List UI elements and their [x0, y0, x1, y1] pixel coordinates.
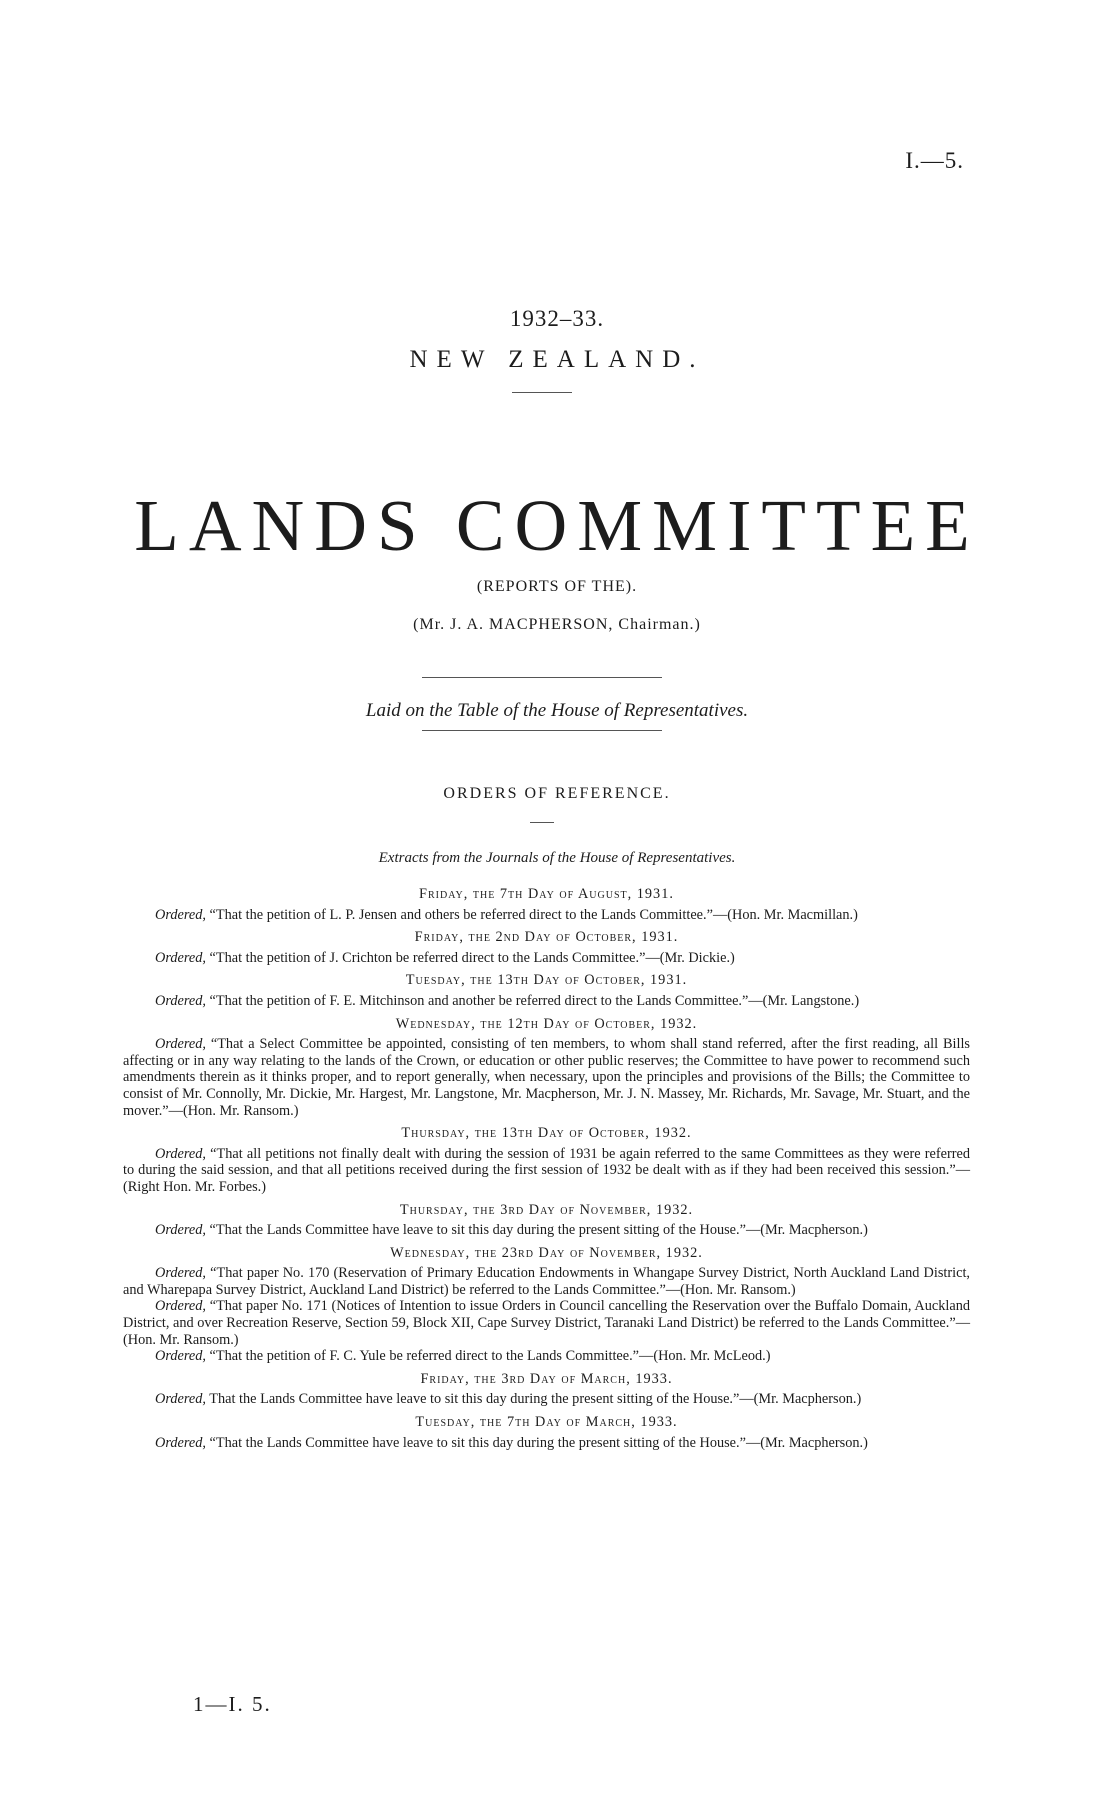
ordered-label: Ordered, [155, 1348, 206, 1365]
order-text: “That the petition of J. Crichton be referred direct to the Lands Committee.”—(Mr. Dickie.) [205, 949, 735, 966]
order-paragraph [123, 1391, 970, 1408]
short-divider [512, 392, 572, 393]
order-text: “That paper No. 171 (Notices of Intention to issue Orders in Council cancelling the Reservation over the Buffalo Domain, Auckland District, and over Recreation Reserve, Section 59, Block XII, Cape Survey District, Taranaki Land District) be referred to the Lands Committee.”—(Hon. Mr. Ransom.) [123, 1298, 970, 1348]
chairman-line: (Mr. J. A. MACPHERSON, Chairman.) [413, 616, 701, 633]
order-paragraph [123, 950, 970, 967]
order-text: “That paper No. 170 (Reservation of Primary Education Endowments in Whangape Survey District, North Auckland Land District, and Wharepapa Survey District, Auckland Land District) be referred to the Lands Committee.”—(Hon. Mr. Ransom.) [123, 1265, 970, 1298]
ordered-label: Ordered, [155, 1036, 206, 1053]
order-text: “That the petition of L. P. Jensen and others be referred direct to the Lands Committee.”—(Hon. Mr. Macmillan.) [205, 906, 858, 923]
order-paragraph [123, 1265, 970, 1298]
entry-date: Friday, the 7th Day of August, 1931. [419, 886, 674, 902]
divider-upper [422, 677, 662, 678]
order-text: “That the petition of F. C. Yule be referred direct to the Lands Committee.”—(Hon. Mr. McLeod.) [205, 1348, 771, 1365]
entry-date: Thursday, the 13th Day of October, 1932. [401, 1125, 692, 1142]
divider-lower [422, 730, 662, 731]
order-text: “That the Lands Committee have leave to sit this day during the present sitting of the House.”—(Mr. Macpherson.) [205, 1222, 868, 1239]
ordered-label: Ordered, [155, 1434, 206, 1451]
entry-date: Tuesday, the 13th Day of October, 1931. [405, 972, 688, 989]
journal-entries [123, 880, 970, 1451]
ordered-label: Ordered, [155, 949, 206, 966]
order-paragraph [123, 1298, 970, 1348]
entry-date: Friday, the 2nd Day of October, 1931. [414, 929, 679, 946]
document-title: LANDS COMMITTEE [134, 485, 980, 566]
ordered-label: Ordered, [155, 1222, 206, 1239]
entry-date: Tuesday, the 7th Day of March, 1933. [415, 1414, 678, 1431]
orders-of-reference-heading: ORDERS OF REFERENCE. [443, 785, 671, 802]
country-heading: NEW ZEALAND. [409, 346, 705, 373]
ordered-label: Ordered, [155, 1391, 206, 1408]
laid-on-table-line: Laid on the Table of the House of Representatives. [365, 700, 749, 721]
ordered-label: Ordered, [155, 1298, 206, 1315]
footer-page-code: 1—I. 5. [193, 1692, 272, 1716]
order-paragraph [123, 1222, 970, 1239]
entry-date: Wednesday, the 23rd Day of November, 1932. [390, 1244, 703, 1261]
order-text: “That the Lands Committee have leave to sit this day during the present sitting of the House.”—(Mr. Macpherson.) [205, 1434, 868, 1451]
entry-date: Friday, the 3rd Day of March, 1933. [420, 1370, 673, 1387]
order-paragraph [123, 1435, 970, 1452]
order-paragraph [123, 1146, 970, 1196]
order-paragraph [123, 993, 970, 1010]
document-subtitle: (REPORTS OF THE). [476, 578, 638, 595]
order-paragraph [123, 1036, 970, 1119]
order-text: “That a Select Committee be appointed, consisting of ten members, to whom shall stand referred, after the first reading, all Bills affecting or in any way relating to the lands of the Crown, or education or other public reserves; the Committee to have power to recommend such amendments therein as it thinks proper, and to report generally, when necessary, upon the principles and provisions of the Bills; the Committee to consist of Mr. Connolly, Mr. Dickie, Mr. Hargest, Mr. Langstone, Mr. Macpherson, Mr. J. N. Massey, Mr. Richards, Mr. Savage, Mr. Stuart, and the mover.”—(Hon. Mr. Ransom.) [123, 1036, 970, 1119]
entry-date: Thursday, the 3rd Day of November, 1932. [399, 1201, 694, 1218]
page-reference: I.—5. [905, 148, 964, 173]
order-paragraph [123, 907, 970, 924]
order-text: That the Lands Committee have leave to sit this day during the present sitting of the House.”—(Mr. Macpherson.) [205, 1391, 862, 1408]
entry-date: Wednesday, the 12th Day of October, 1932. [395, 1015, 698, 1032]
extracts-heading: Extracts from the Journals of the House of Representatives. [378, 850, 736, 866]
session-year: 1932–33. [509, 306, 605, 331]
ordered-label: Ordered, [155, 906, 206, 923]
orders-divider [530, 822, 554, 823]
order-text: “That all petitions not finally dealt with during the session of 1931 be again referred to the same Committees as they were referred to during the said session, and that all petitions received during the first session of 1932 be dealt with as if they had been received this session.”—(Right Hon. Mr. Forbes.) [123, 1145, 970, 1195]
order-text: “That the petition of F. E. Mitchinson and another be referred direct to the Lands Committee.”—(Mr. Langstone.) [205, 992, 860, 1009]
order-paragraph [123, 1348, 970, 1365]
ordered-label: Ordered, [155, 1265, 206, 1282]
ordered-label: Ordered, [155, 992, 206, 1009]
ordered-label: Ordered, [155, 1145, 206, 1162]
